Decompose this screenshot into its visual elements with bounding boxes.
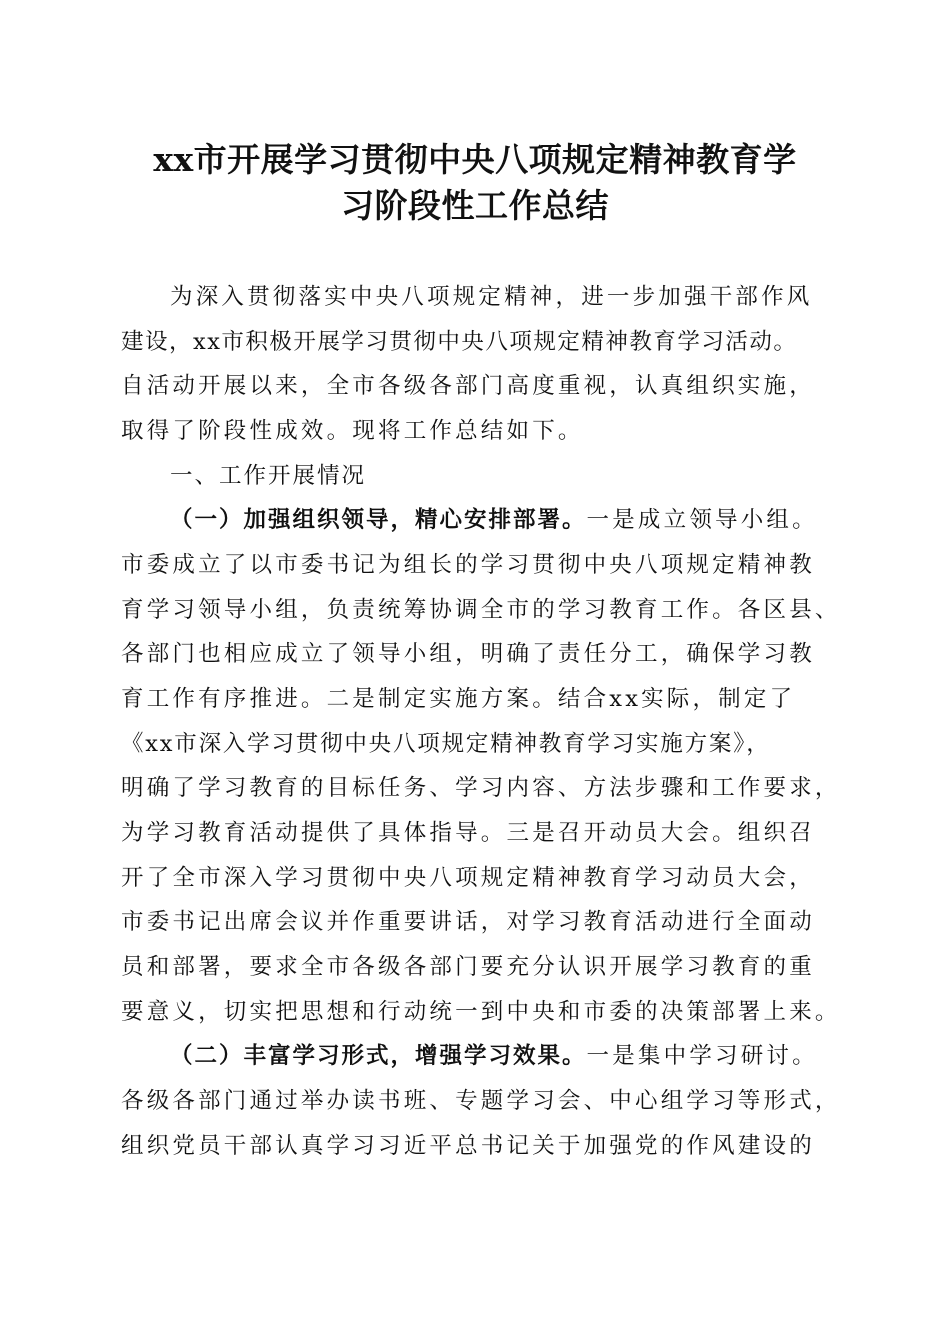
subsection-1-line-12: 要意义，切实把思想和行动统一到中央和市委的决策部署上来。	[121, 999, 841, 1025]
subsection-1-line-7: 明确了学习教育的目标任务、学习内容、方法步骤和工作要求，	[121, 775, 841, 801]
subsection-1-line-10: 市委书记出席会议并作重要讲话，对学习教育活动进行全面动	[121, 909, 815, 935]
document-title-line-1: xx市开展学习贯彻中央八项规定精神教育学	[153, 140, 797, 179]
subsection-1-line-5: 育工作有序推进。二是制定实施方案。结合xx实际，制定了	[121, 686, 796, 712]
intro-line-2: 建设，xx市积极开展学习贯彻中央八项规定精神教育学习活动。	[121, 329, 798, 355]
subsection-1-first-line	[170, 498, 842, 542]
subsection-1-line-2: 市委成立了以市委书记为组长的学习贯彻中央八项规定精神教	[121, 552, 815, 578]
subsection-2-line-3: 组织党员干部认真学习习近平总书记关于加强党的作风建设的	[121, 1133, 815, 1159]
document-title-line-2: 习阶段性工作总结	[341, 186, 609, 225]
intro-line-3: 自活动开展以来，全市各级各部门高度重视，认真组织实施，	[121, 373, 815, 399]
subsection-2-point-1: 一是集中学习研讨。	[586, 1043, 818, 1069]
subsection-1-line-11: 员和部署，要求全市各级各部门要充分认识开展学习教育的重	[121, 954, 815, 980]
subsection-1-line-3: 育学习领导小组，负责统筹协调全市的学习教育工作。各区县、	[121, 597, 841, 623]
intro-line-4: 取得了阶段性成效。现将工作总结如下。	[121, 418, 584, 444]
subsection-2-line-2: 各级各部门通过举办读书班、专题学习会、中心组学习等形式，	[121, 1088, 841, 1114]
subsection-1-heading: （一）加强组织领导，精心安排部署。	[170, 507, 587, 533]
subsection-1-line-6: 《xx市深入学习贯彻中央八项规定精神教育学习实施方案》，	[121, 731, 771, 757]
subsection-1-point-1: 一是成立领导小组。	[586, 507, 818, 533]
intro-line-1: 为深入贯彻落实中央八项规定精神，进一步加强干部作风	[170, 284, 813, 310]
subsection-1-line-4: 各部门也相应成立了领导小组，明确了责任分工，确保学习教	[121, 641, 815, 667]
subsection-2-heading: （二）丰富学习形式，增强学习效果。	[170, 1043, 587, 1069]
subsection-2-first-line	[170, 1034, 842, 1078]
subsection-1-line-8: 为学习教育活动提供了具体指导。三是召开动员大会。组织召	[121, 820, 815, 846]
subsection-1-line-9: 开了全市深入学习贯彻中央八项规定精神教育学习动员大会，	[121, 865, 815, 891]
section-heading-1: 一、工作开展情况	[170, 463, 367, 489]
